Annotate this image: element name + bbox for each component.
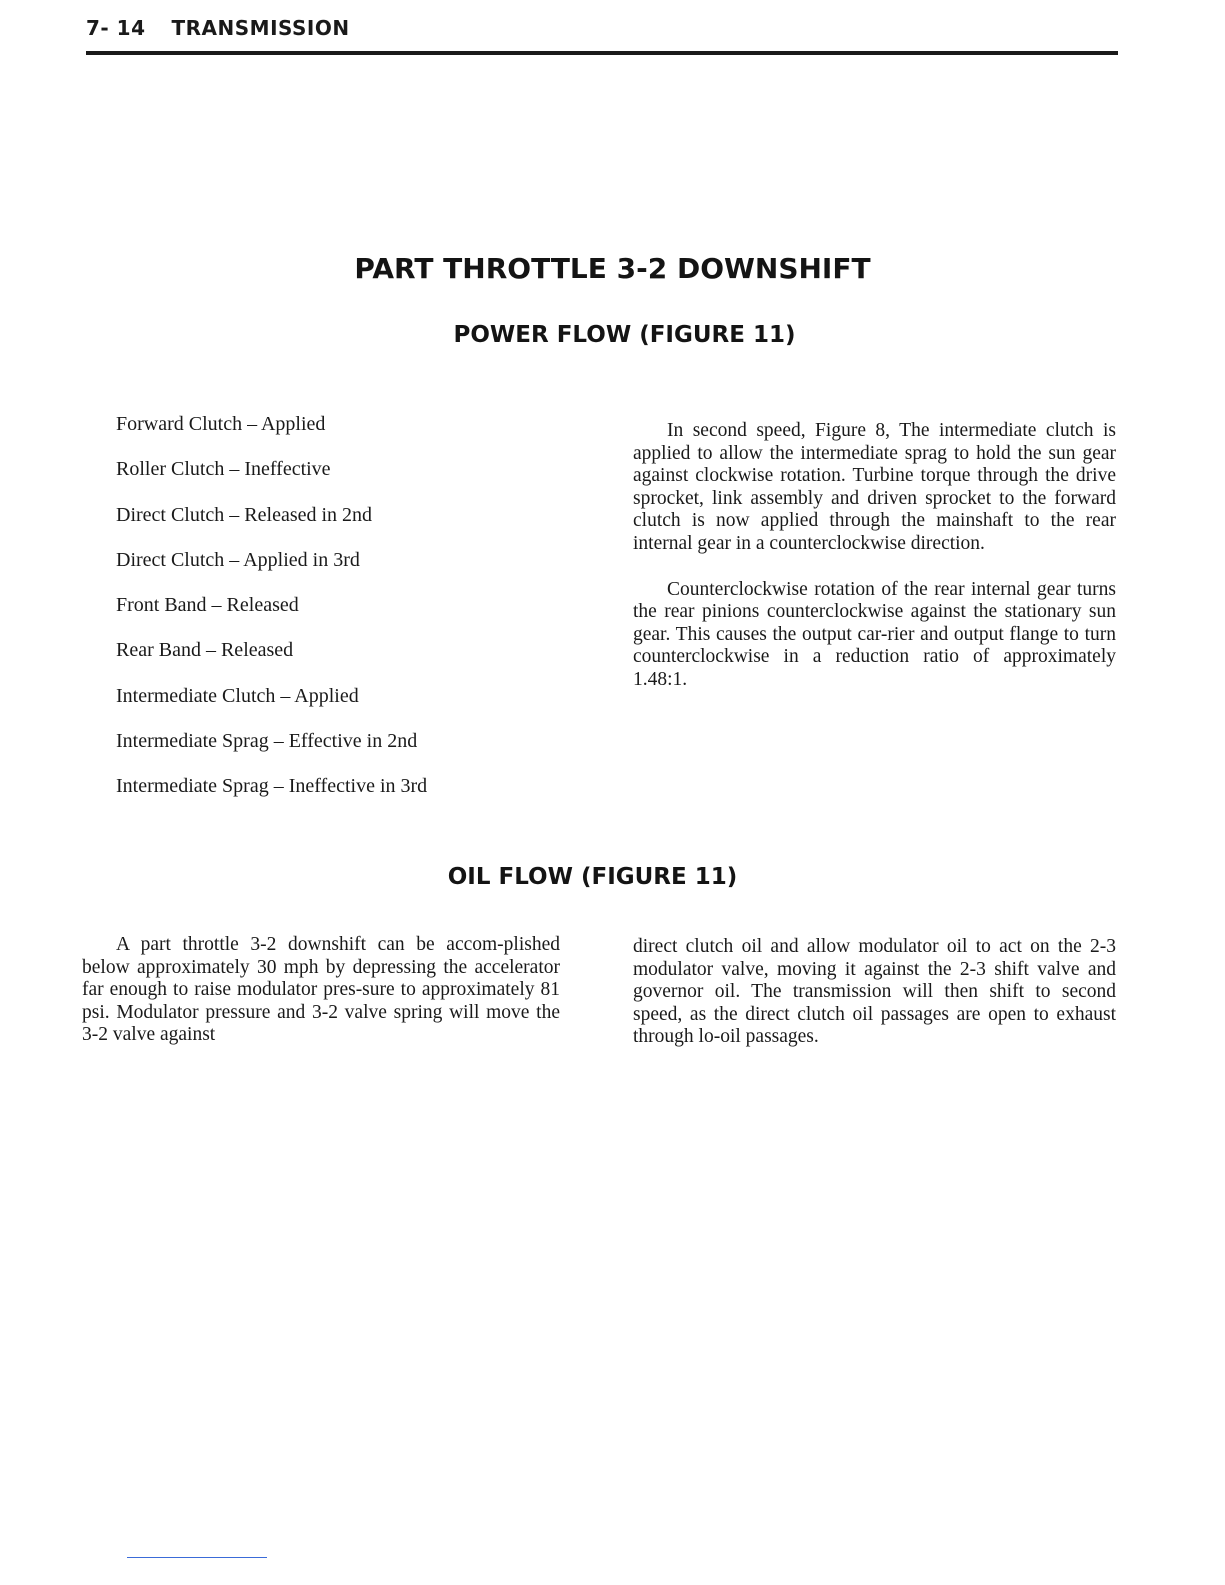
component-status-list <box>116 410 427 818</box>
status-item: Roller Clutch – Ineffective <box>116 458 331 481</box>
oil-flow-text-right <box>633 936 1116 1049</box>
page-header <box>86 16 1118 40</box>
paragraph: direct clutch oil and allow modulator oil to act on the 2-3 modulator valve, moving it against the 2-3 shift valve and governor oil. The transmission will then shift to second speed, as the direct clutch oil passages are open to exhaust through lo-oil passages. <box>633 936 1116 1048</box>
status-item: Intermediate Sprag – Ineffective in 3rd <box>116 775 428 798</box>
status-item: Intermediate Sprag – Effective in 2nd <box>116 730 418 753</box>
paragraph: A part throttle 3-2 downshift can be accom-plished below approximately 30 mph by depressing the accelerator far enough to raise modulator pres-sure to approximately 81 psi. Modulator pressure and 3-2 valve spring will move the 3-2 valve against <box>82 934 560 1046</box>
power-flow-text <box>633 420 1116 692</box>
section-title: TRANSMISSION <box>171 16 350 40</box>
status-item: Forward Clutch – Applied <box>116 413 326 435</box>
paragraph: Counterclockwise rotation of the rear internal gear turns the rear pinions counterclockwise against the stationary sun gear. This causes the output car-rier and output flange to turn counterclockwise in a reduction ratio of approximately 1.48:1. <box>633 578 1116 690</box>
power-flow-heading: POWER FLOW (FIGURE 11) <box>453 322 796 348</box>
status-item: Rear Band – Released <box>116 639 294 662</box>
oil-flow-heading: OIL FLOW (FIGURE 11) <box>447 864 738 890</box>
status-item: Intermediate Clutch – Applied <box>116 684 359 707</box>
status-item: Front Band – Released <box>116 594 299 617</box>
status-item: Direct Clutch – Released in 2nd <box>116 503 373 526</box>
paragraph: In second speed, Figure 8, The intermediate clutch is applied to allow the intermediate sprag to hold the sun gear against clockwise rotation. Turbine torque through the drive sprocket, link assembly and driven sprocket to the forward clutch is now applied through the mainshaft to the rear internal gear in a counterclockwise direction. <box>633 420 1116 554</box>
header-rule <box>86 51 1118 55</box>
oil-flow-text-left <box>82 934 560 1047</box>
main-heading: PART THROTTLE 3-2 DOWNSHIFT <box>354 252 871 285</box>
footer-rule <box>127 1557 267 1558</box>
page-number: 7- 14 <box>86 16 146 40</box>
status-item: Direct Clutch – Applied in 3rd <box>116 548 360 571</box>
